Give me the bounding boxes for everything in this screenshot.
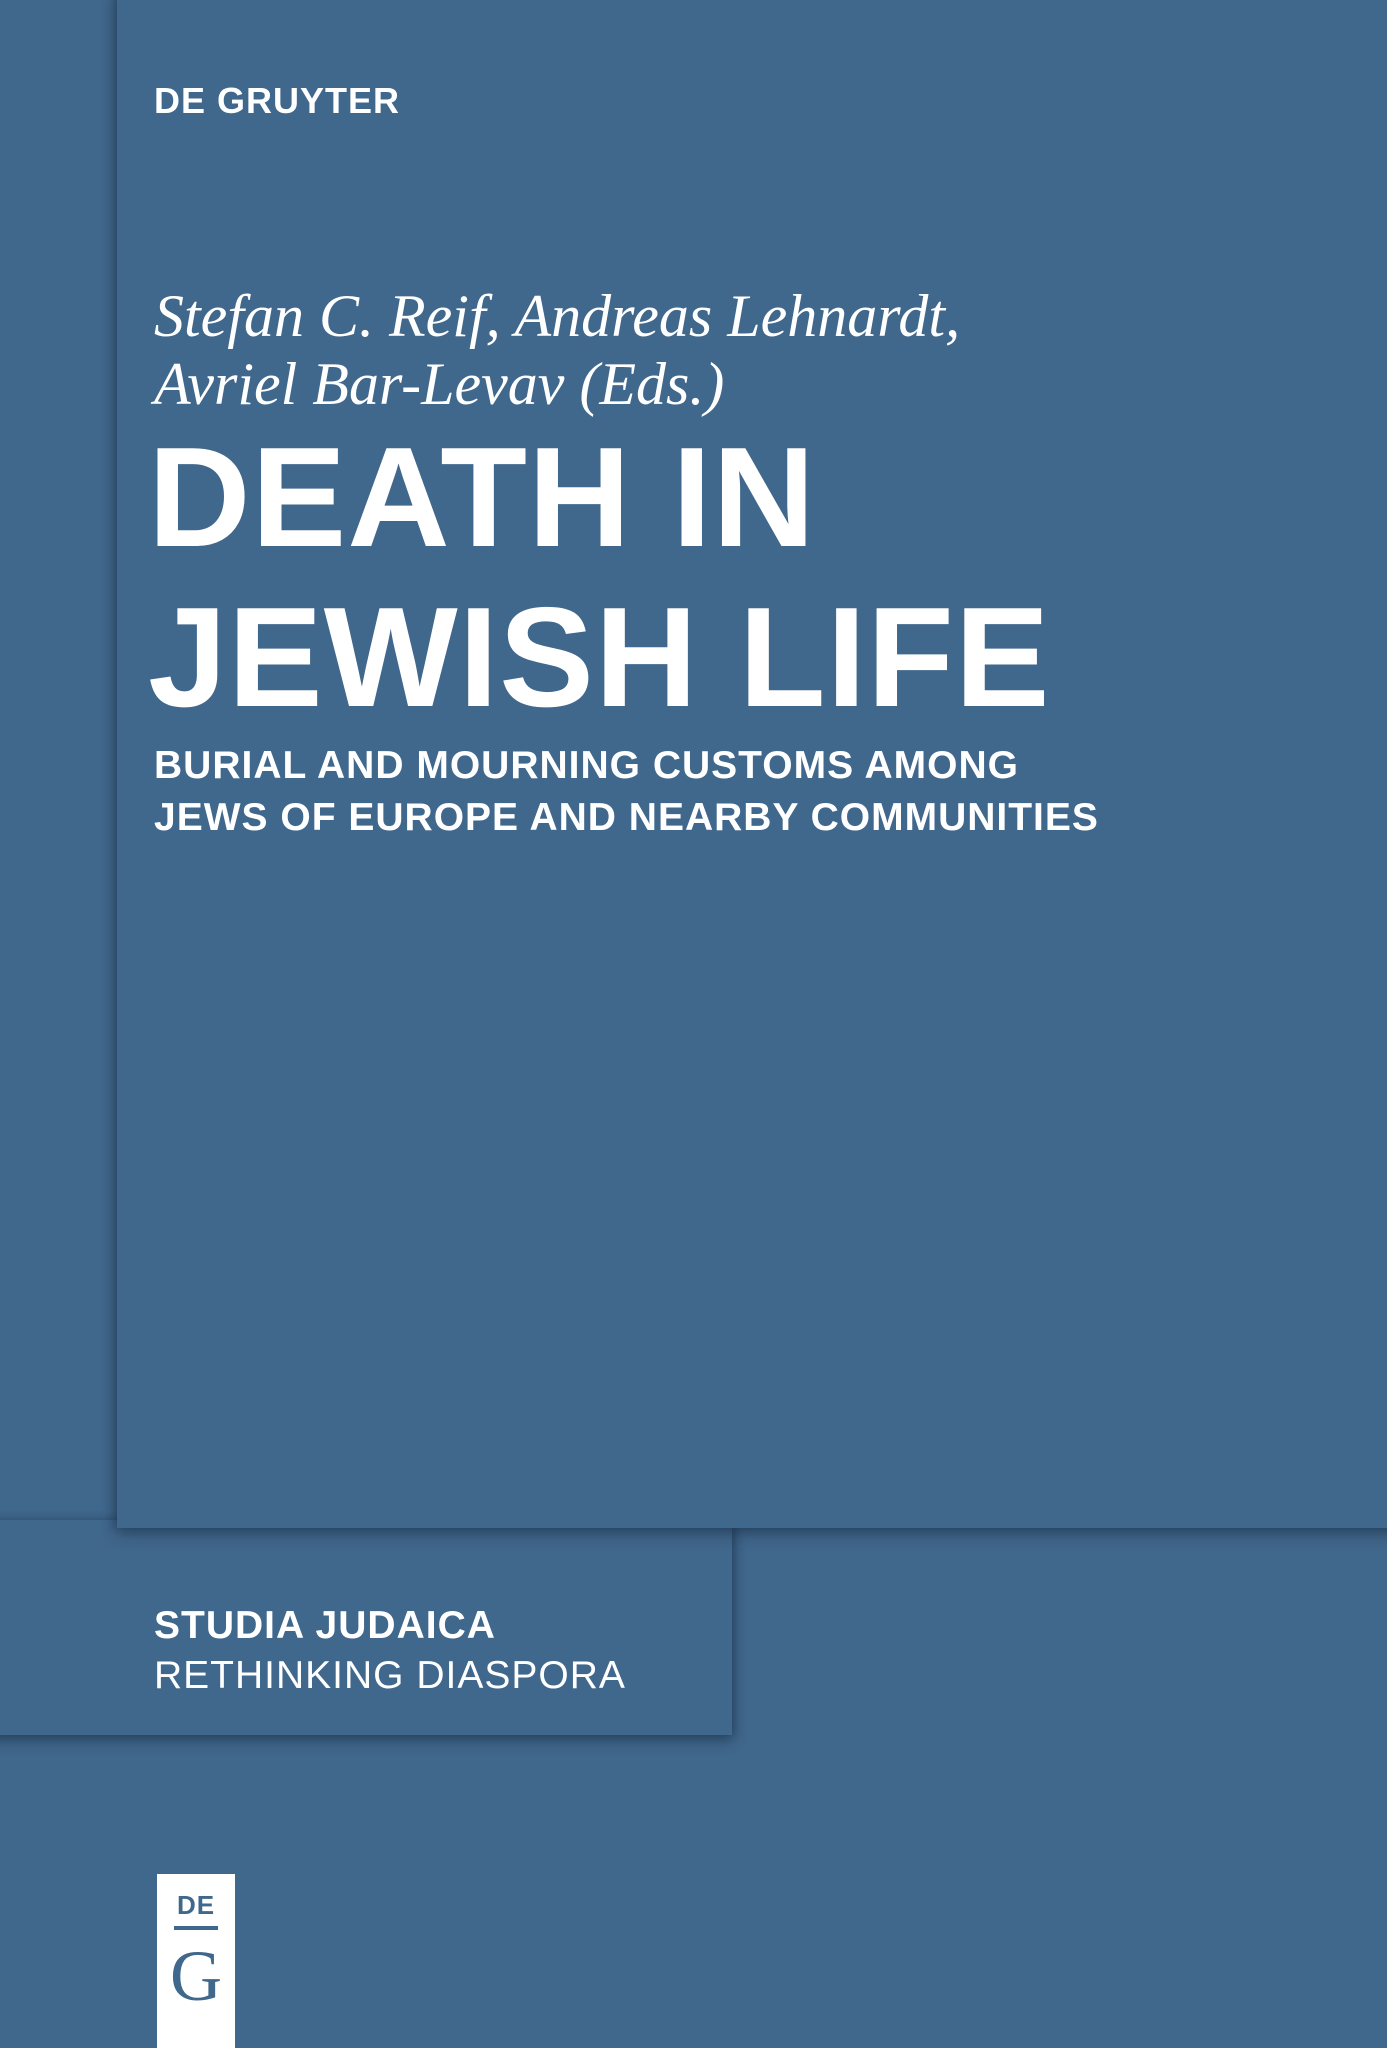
logo-g-letter: G <box>170 1936 222 2016</box>
subtitle-line-1: BURIAL AND MOURNING CUSTOMS AMONG <box>154 744 1019 787</box>
logo-de-text: DE <box>176 1890 216 1920</box>
editors-line-1: Stefan C. Reif, Andreas Lehnardt, <box>154 283 961 349</box>
series-name: STUDIA JUDAICA <box>154 1604 496 1647</box>
subtitle-line-2: JEWS OF EUROPE AND NEARBY COMMUNITIES <box>154 796 1099 839</box>
book-title <box>148 418 1051 738</box>
title-line-2: JEWISH LIFE <box>148 578 1051 737</box>
series-subseries: RETHINKING DIASPORA <box>154 1654 626 1697</box>
editors <box>154 282 960 418</box>
title-line-1: DEATH IN <box>148 418 817 577</box>
publisher-name: DE GRUYTER <box>154 80 401 121</box>
publisher-logo <box>157 1874 235 2048</box>
book-subtitle <box>154 740 1099 844</box>
logo-divider <box>174 1926 218 1930</box>
editors-line-2: Avriel Bar-Levav (Eds.) <box>154 351 725 417</box>
